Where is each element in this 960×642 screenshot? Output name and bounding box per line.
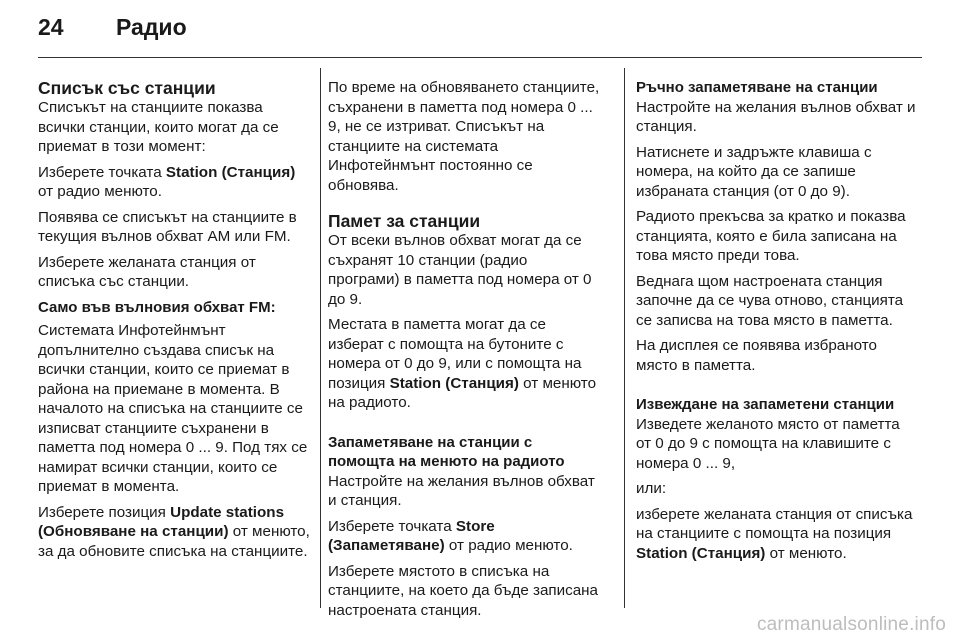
subheading-fm-only: Само във вълновия обхват FM:: [38, 298, 276, 316]
header-rule: [38, 57, 922, 58]
paragraph: Появява се списъкът на станциите в текущия вълнов обхват AM или FM.: [38, 208, 297, 245]
page-number: 24: [38, 14, 64, 40]
paragraph: Настройте на желания вълнов обхват и станция.: [328, 472, 595, 509]
paragraph: Изберете позиция Update stations (Обновяване на станции) от менюто, за да обновите списъка на станциите.: [38, 503, 310, 560]
section-heading-station-memory: Памет за станции: [328, 211, 481, 231]
paragraph: изберете желаната станция от списъка на станциите с помощта на позиция Station (Станция) от менюто.: [636, 505, 913, 562]
content-columns: [38, 78, 940, 619]
paragraph: Местата в паметта могат да се изберат с помощта на бутоните с номера от 0 до 9, или с помощта на позиция Station (Станция) от менюто на радиото.: [328, 316, 597, 411]
subheading-recall-stations: Извеждане на запаметени станции: [636, 396, 895, 413]
paragraph: Изберете мястото в списъка на станциите, на което да бъде записана настроената станция.: [328, 562, 598, 619]
paragraph: По време на обновяването станциите, съхранени в паметта под номера 0 ... 9, не се изтриват. Списъкът на станциите на системата Инфотейнмънт постоянно се обновява.: [328, 79, 600, 194]
column-1: [38, 78, 310, 567]
section-heading-station-list: Списък със станции: [38, 78, 216, 98]
page-header: [38, 14, 187, 41]
column-3: [636, 78, 916, 569]
paragraph: Изберете точката Station (Станция) от радио менюто.: [38, 163, 296, 200]
watermark: carmanualsonline.info: [756, 614, 946, 635]
paragraph: От всеки вълнов обхват могат да се съхранят 10 станции (радио програми) в паметта под номера от 0 до 9.: [328, 232, 592, 308]
paragraph: или:: [636, 480, 667, 497]
paragraph: Натиснете и задръжте клавиша с номера, на който да се запише избраната станция (от 0 до 9).: [636, 143, 872, 200]
paragraph: Изведете желаното място от паметта от 0 до 9 с помощта на клавишите с номера 0 ... 9,: [636, 415, 900, 472]
paragraph: Системата Инфотейнмънт допълнително създава списък на всички станции, които се приемат в района на приемане в момента. В началото на списъка на станциите се изписват станциите съхранени в паметта под номера 0 ... 9. Под тях се намират всички станции, които се приемат в момента.: [38, 322, 308, 495]
subheading-store-via-menu: Запаметяване на станции с помощта на менюто на радиото: [328, 433, 565, 470]
paragraph: Изберете желаната станция от списъка със станции.: [38, 253, 256, 290]
paragraph: Настройте на желания вълнов обхват и станция.: [636, 98, 916, 135]
paragraph: Списъкът на станциите показва всички станции, които могат да се приемат в този момент:: [38, 99, 279, 155]
paragraph: Изберете точката Store (Запаметяване) от радио менюто.: [328, 517, 573, 554]
paragraph: Радиото прекъсва за кратко и показва станцията, която е била записана на това място преди това.: [636, 208, 906, 264]
column-2: [328, 78, 600, 626]
subheading-manual-store: Ръчно запаметяване на станции: [636, 79, 878, 96]
page-title: Радио: [116, 14, 187, 40]
paragraph: На дисплея се появява избраното място в паметта.: [636, 337, 877, 374]
paragraph: Веднага щом настроената станция започне да се чува отново, станцията се записва на това място в паметта.: [636, 272, 904, 329]
